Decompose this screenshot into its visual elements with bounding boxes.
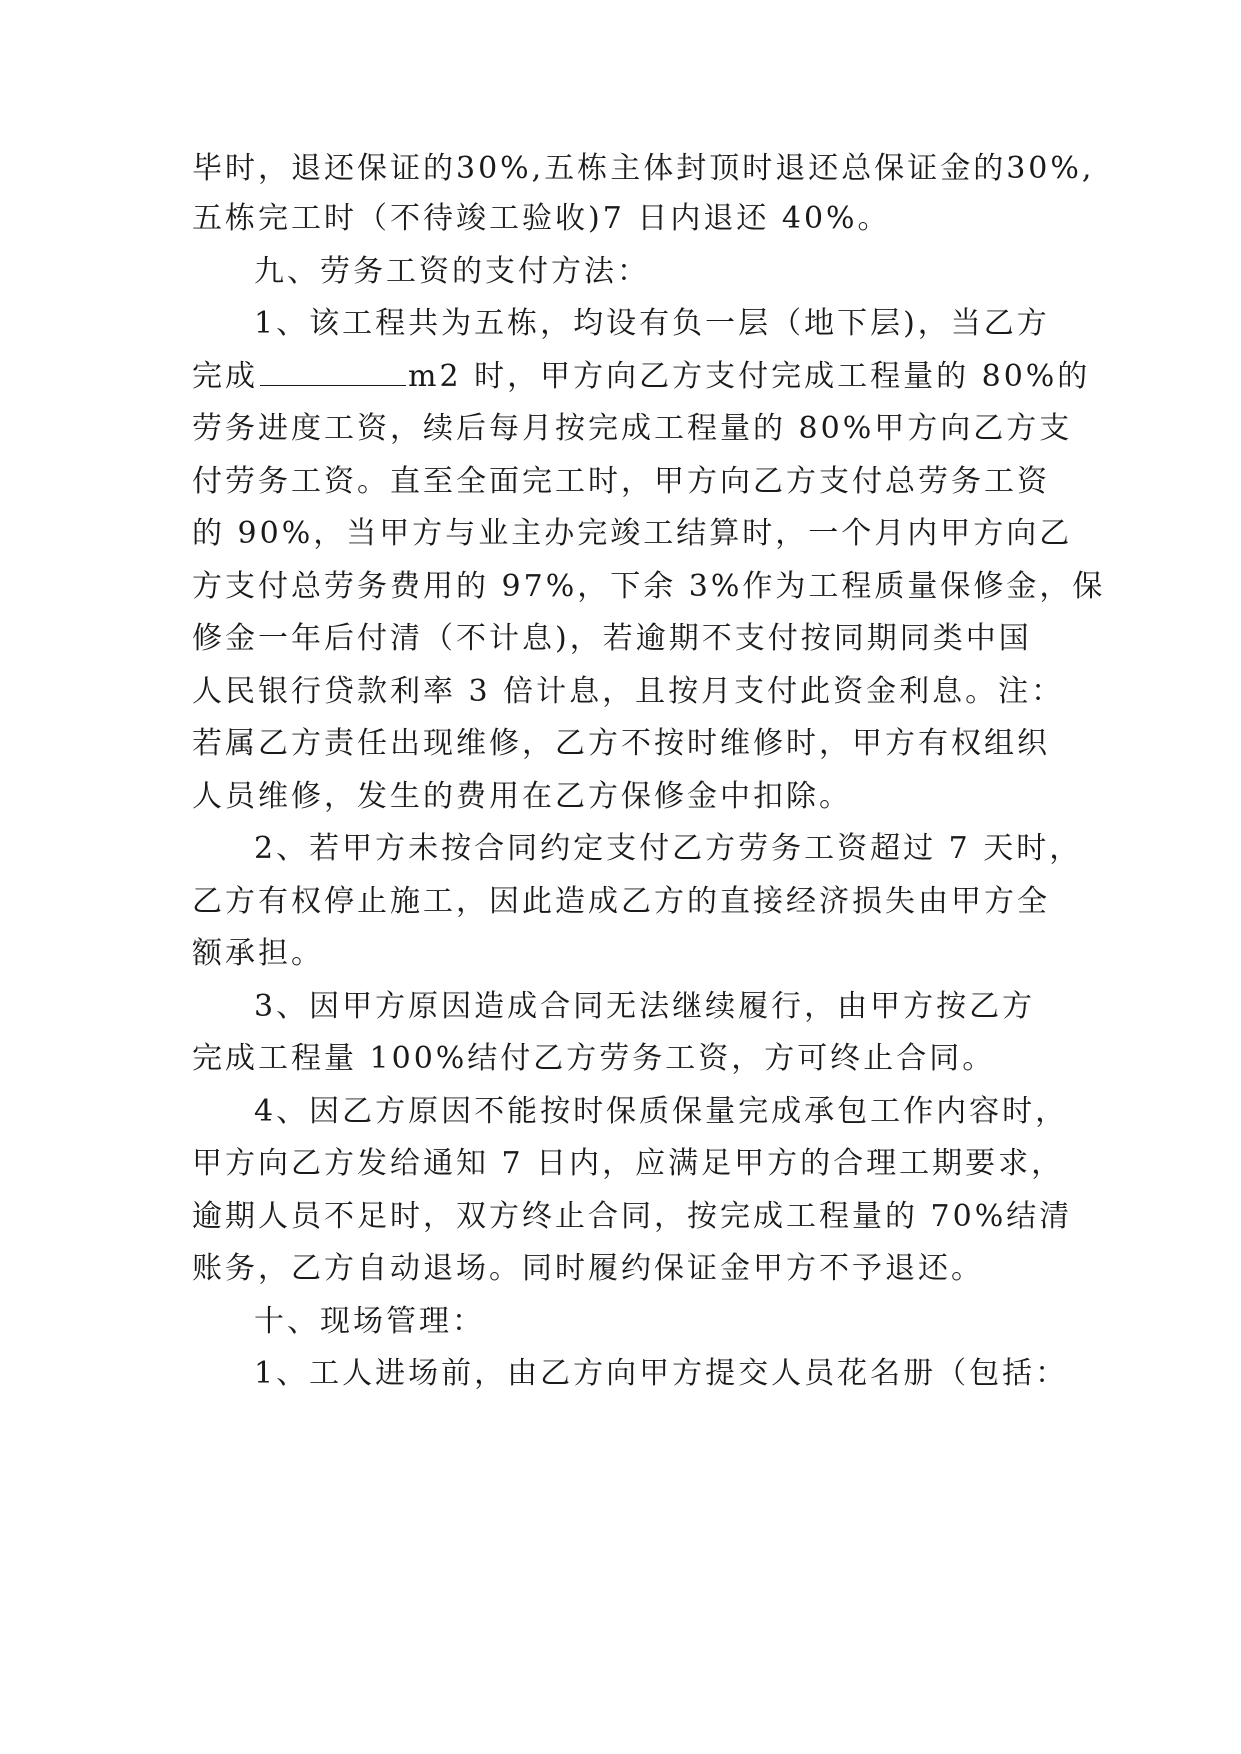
text-line: 1、该工程共为五栋，均设有负一层（地下层)，当乙方 — [254, 306, 1050, 341]
section-heading: 九、劳务工资的支付方法： — [254, 254, 650, 289]
text-line: 4、因乙方原因不能按时保质保量完成承包工作内容时， — [254, 1094, 1069, 1129]
text-line: 五栋完工时（不待竣工验收)7 日内退还 40%。 — [192, 201, 891, 236]
text-line: 3、因甲方原因造成合同无法继续履行，由甲方按乙方 — [254, 989, 1036, 1024]
text-line — [192, 355, 1091, 399]
text-line: 付劳务工资。直至全面完工时，甲方向乙方支付总劳务工资 — [192, 464, 1050, 499]
text-line: 1、工人进场前，由乙方向甲方提交人员花名册（包括： — [254, 1356, 1069, 1391]
fill-in-blank — [260, 355, 406, 386]
text-line: 逾期人员不足时，双方终止合同，按完成工程量的 70%结清 — [192, 1199, 1073, 1234]
text-line: 2、若甲方未按合同约定支付乙方劳务工资超过 7 天时， — [254, 831, 1083, 866]
text-line: 修金一年后付清（不计息)，若逾期不支付按同期同类中国 — [192, 621, 1032, 656]
text-fragment: 完成 — [192, 359, 258, 394]
text-line: 劳务进度工资，续后每月按完成工程量的 80%甲方向乙方支 — [192, 411, 1073, 446]
text-line: 若属乙方责任出现维修，乙方不按时维修时，甲方有权组织 — [192, 726, 1050, 761]
text-line: 乙方有权停止施工，因此造成乙方的直接经济损失由甲方全 — [192, 884, 1050, 919]
text-line: 甲方向乙方发给通知 7 日内，应满足甲方的合理工期要求， — [192, 1146, 1065, 1181]
text-line: 人民银行贷款利率 3 倍计息，且按月支付此资金利息。注： — [192, 674, 1065, 709]
section-heading: 十、现场管理： — [254, 1304, 485, 1339]
text-fragment: m2 时，甲方向乙方支付完成工程量的 80%的 — [408, 359, 1091, 394]
text-line: 毕时，退还保证的30%,五栋主体封顶时退还总保证金的30%, — [192, 151, 1095, 186]
text-line: 方支付总劳务费用的 97%，下余 3%作为工程质量保修金，保 — [192, 569, 1106, 604]
text-line: 完成工程量 100%结付乙方劳务工资，方可终止合同。 — [192, 1041, 996, 1076]
text-line: 的 90%，当甲方与业主办完竣工结算时，一个月内甲方向乙 — [192, 516, 1073, 551]
text-line: 额承担。 — [192, 936, 324, 971]
text-line: 人员维修，发生的费用在乙方保修金中扣除。 — [192, 779, 852, 814]
text-line: 账务，乙方自动退场。同时履约保证金甲方不予退还。 — [192, 1251, 984, 1286]
